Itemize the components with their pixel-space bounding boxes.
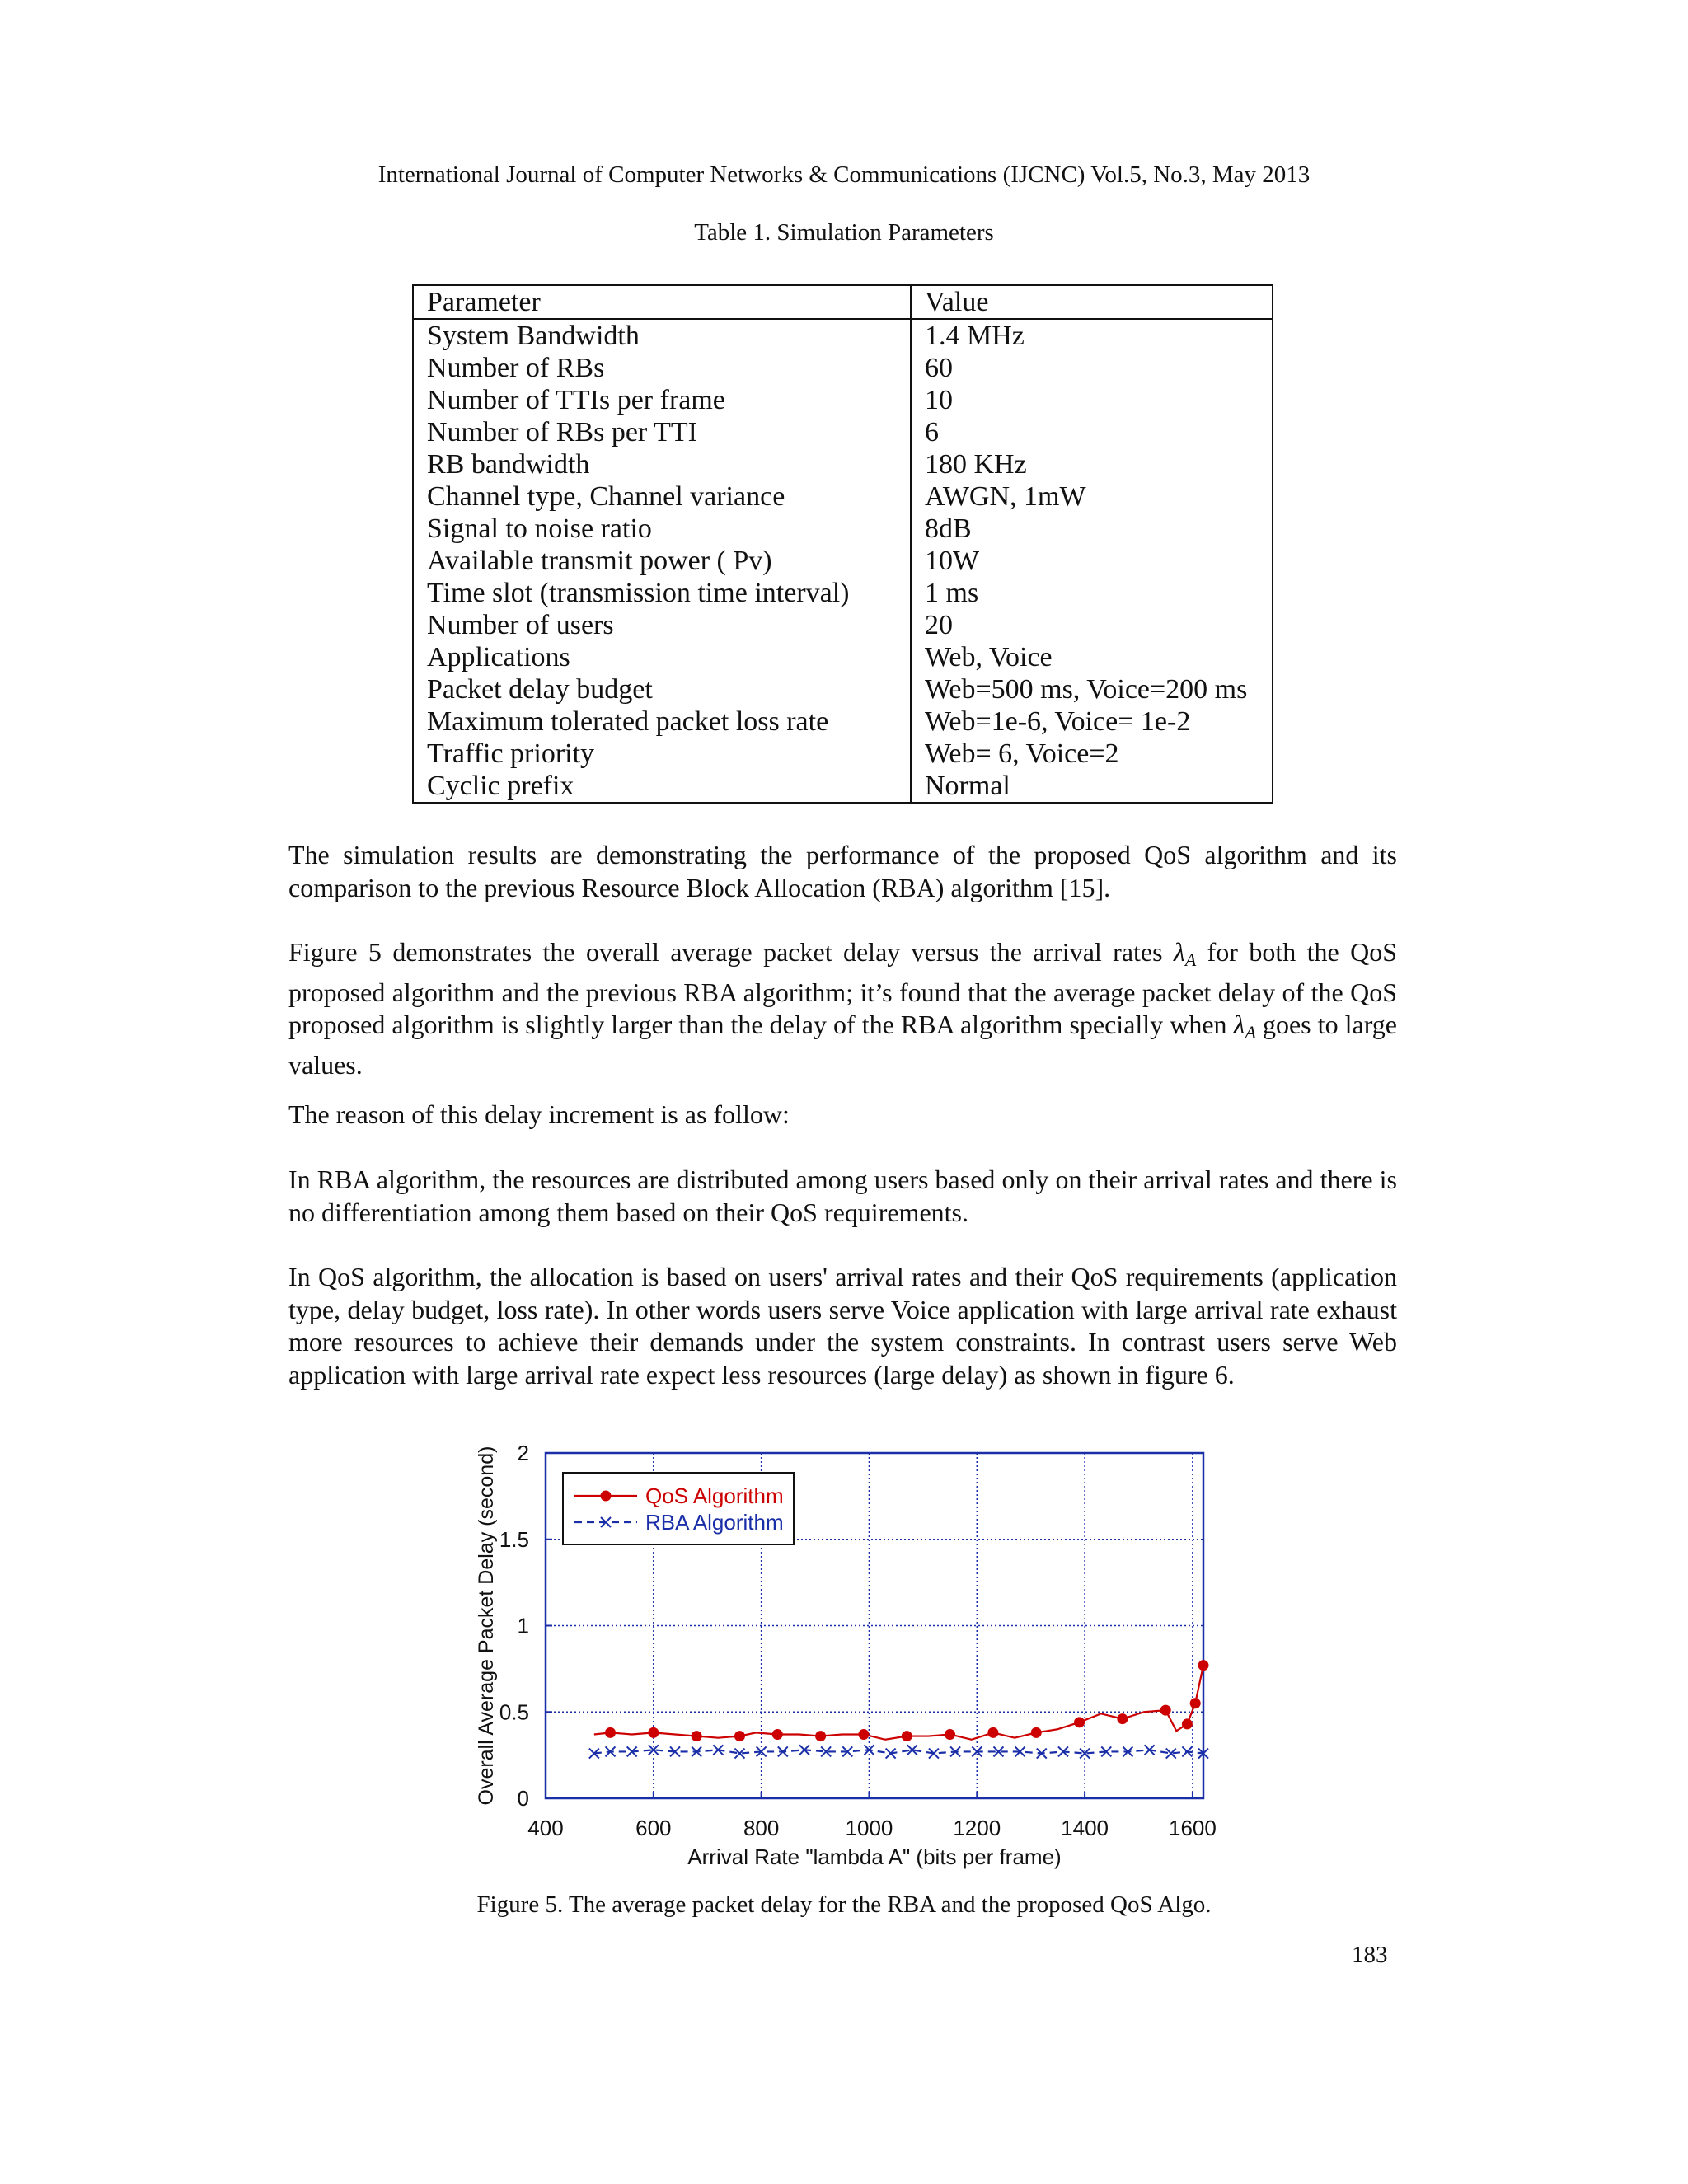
qos-data-point	[902, 1731, 912, 1741]
value-cell: Web=1e-6, Voice= 1e-2	[911, 705, 1273, 738]
value-cell: Normal	[911, 770, 1273, 803]
parameter-cell: Maximum tolerated packet loss rate	[413, 705, 911, 738]
table-row	[413, 480, 1273, 513]
table-row	[413, 705, 1273, 738]
value-cell: 6	[911, 416, 1273, 448]
parameter-cell: System Bandwidth	[413, 319, 911, 352]
table-row	[413, 319, 1273, 352]
qos-data-point	[1031, 1727, 1042, 1738]
value-cell: 10	[911, 384, 1273, 416]
y-tick-label: 1.5	[499, 1526, 529, 1552]
paragraph-results-intro: The simulation results are demonstrating the performance of the proposed QoS algorithm and its comparison to the previous Resource Block Allocation (RBA) algorithm [15].	[288, 840, 1397, 902]
qos-data-point	[1198, 1660, 1209, 1671]
column-header-parameter: Parameter	[413, 285, 911, 319]
value-cell: 180 KHz	[911, 448, 1273, 480]
table-body	[413, 319, 1273, 803]
qos-data-point	[605, 1727, 616, 1738]
value-cell: 1.4 MHz	[911, 319, 1273, 352]
qos-data-point	[1160, 1705, 1171, 1716]
qos-data-point	[945, 1729, 955, 1740]
parameter-cell: Available transmit power ( Pv)	[413, 545, 911, 577]
lambda-subscript: A	[1184, 949, 1197, 970]
parameter-cell: Number of users	[413, 609, 911, 641]
parameter-cell: Packet delay budget	[413, 673, 911, 705]
legend-entry: RBA Algorithm	[645, 1510, 784, 1535]
value-cell: 10W	[911, 545, 1273, 577]
x-tick-label: 400	[528, 1816, 564, 1840]
qos-data-point	[987, 1727, 998, 1738]
paragraph-figure5-description	[288, 936, 1397, 1081]
paragraph-delay-reason: The reason of this delay increment is as follow:	[288, 1099, 790, 1129]
value-cell: Web=500 ms, Voice=200 ms	[911, 673, 1273, 705]
value-cell: 60	[911, 352, 1273, 384]
column-header-value: Value	[911, 285, 1273, 319]
qos-data-point	[1074, 1717, 1085, 1727]
qos-data-point	[692, 1731, 702, 1741]
page-number: 183	[1352, 1942, 1388, 1968]
x-tick-label: 1000	[845, 1816, 893, 1840]
journal-header: International Journal of Computer Networks & Communications (IJCNC) Vol.5, No.3, May 2013	[377, 162, 1311, 188]
parameter-cell: Number of RBs	[413, 352, 911, 384]
value-cell: AWGN, 1mW	[911, 480, 1273, 513]
lambda-subscript: A	[1245, 1022, 1256, 1043]
qos-data-point	[1182, 1718, 1193, 1729]
qos-data-point	[815, 1731, 826, 1741]
table-row	[413, 545, 1273, 577]
figure-caption: Figure 5. The average packet delay for the RBA and the proposed QoS Algo.	[476, 1891, 1212, 1918]
parameter-cell: Time slot (transmission time interval)	[413, 577, 911, 609]
table-row	[413, 352, 1273, 384]
legend-marker	[601, 1491, 612, 1502]
table-row	[413, 641, 1273, 673]
value-cell: 1 ms	[911, 577, 1273, 609]
lambda-symbol: λ	[1173, 937, 1185, 967]
lambda-symbol: λ	[1233, 1010, 1245, 1039]
qos-data-point	[772, 1729, 783, 1740]
qos-data-point	[734, 1731, 745, 1741]
table-row	[413, 384, 1273, 416]
parameter-cell: Traffic priority	[413, 738, 911, 770]
x-tick-label: 800	[743, 1816, 780, 1840]
qos-data-point	[648, 1727, 659, 1738]
x-tick-label: 600	[635, 1816, 672, 1840]
table-caption: Table 1. Simulation Parameters	[694, 219, 994, 246]
x-tick-label: 1400	[1061, 1816, 1109, 1840]
value-cell: Web= 6, Voice=2	[911, 738, 1273, 770]
table-row	[413, 770, 1273, 803]
table-row	[413, 609, 1273, 641]
parameter-cell: Signal to noise ratio	[413, 513, 911, 545]
value-cell: 8dB	[911, 513, 1273, 545]
delay-line-chart	[457, 1426, 1232, 1875]
parameter-cell: RB bandwidth	[413, 448, 911, 480]
value-cell: 20	[911, 609, 1273, 641]
paragraph-text: for both the QoS proposed algorithm and the previous RBA algorithm; it’s found that the average packet delay of the QoS proposed algorithm is slightly larger than the delay of the RBA algorithm specially when	[288, 937, 1397, 1039]
paragraph-rba-algorithm: In RBA algorithm, the resources are distributed among users based only on their arrival rates and there is no differentiation among them based on their QoS requirements.	[288, 1165, 1397, 1227]
x-tick-label: 1600	[1168, 1816, 1217, 1840]
table-row	[413, 577, 1273, 609]
table-row	[413, 416, 1273, 448]
x-tick-label: 1200	[953, 1816, 1001, 1840]
parameter-cell: Number of RBs per TTI	[413, 416, 911, 448]
table-row	[413, 738, 1273, 770]
table-row	[413, 448, 1273, 480]
y-tick-label: 0.5	[499, 1699, 529, 1725]
value-cell: Web, Voice	[911, 641, 1273, 673]
table-header-row	[413, 285, 1273, 319]
table-row	[413, 673, 1273, 705]
qos-data-point	[1117, 1713, 1128, 1724]
simulation-parameters-table	[412, 284, 1273, 804]
paragraph-qos-algorithm: In QoS algorithm, the allocation is based on users' arrival rates and their QoS requirements (application type, delay budget, loss rate). In other words users serve Voice application with large arrival rate exhaust more resources to achieve their demands under the system constraints. In contrast users serve Web application with large arrival rate expect less resources (large delay) as shown in figure 6.	[288, 1262, 1397, 1390]
parameter-cell: Cyclic prefix	[413, 770, 911, 803]
x-axis-label: Arrival Rate "lambda A" (bits per frame)	[687, 1844, 1062, 1869]
parameter-cell: Applications	[413, 641, 911, 673]
y-tick-label: 0	[517, 1786, 529, 1811]
y-axis-label: Overall Average Packet Delay (second)	[475, 1446, 498, 1806]
y-tick-label: 2	[517, 1441, 529, 1465]
table-row	[413, 513, 1273, 545]
qos-data-point	[858, 1729, 869, 1740]
legend-entry: QoS Algorithm	[645, 1483, 784, 1508]
y-tick-label: 1	[517, 1613, 529, 1638]
parameter-cell: Channel type, Channel variance	[413, 480, 911, 513]
qos-data-point	[1190, 1698, 1201, 1708]
parameter-cell: Number of TTIs per frame	[413, 384, 911, 416]
paragraph-text: Figure 5 demonstrates the overall average packet delay versus the arrival rates	[288, 937, 1174, 967]
paragraph-text: goes to large values.	[288, 1010, 1398, 1080]
